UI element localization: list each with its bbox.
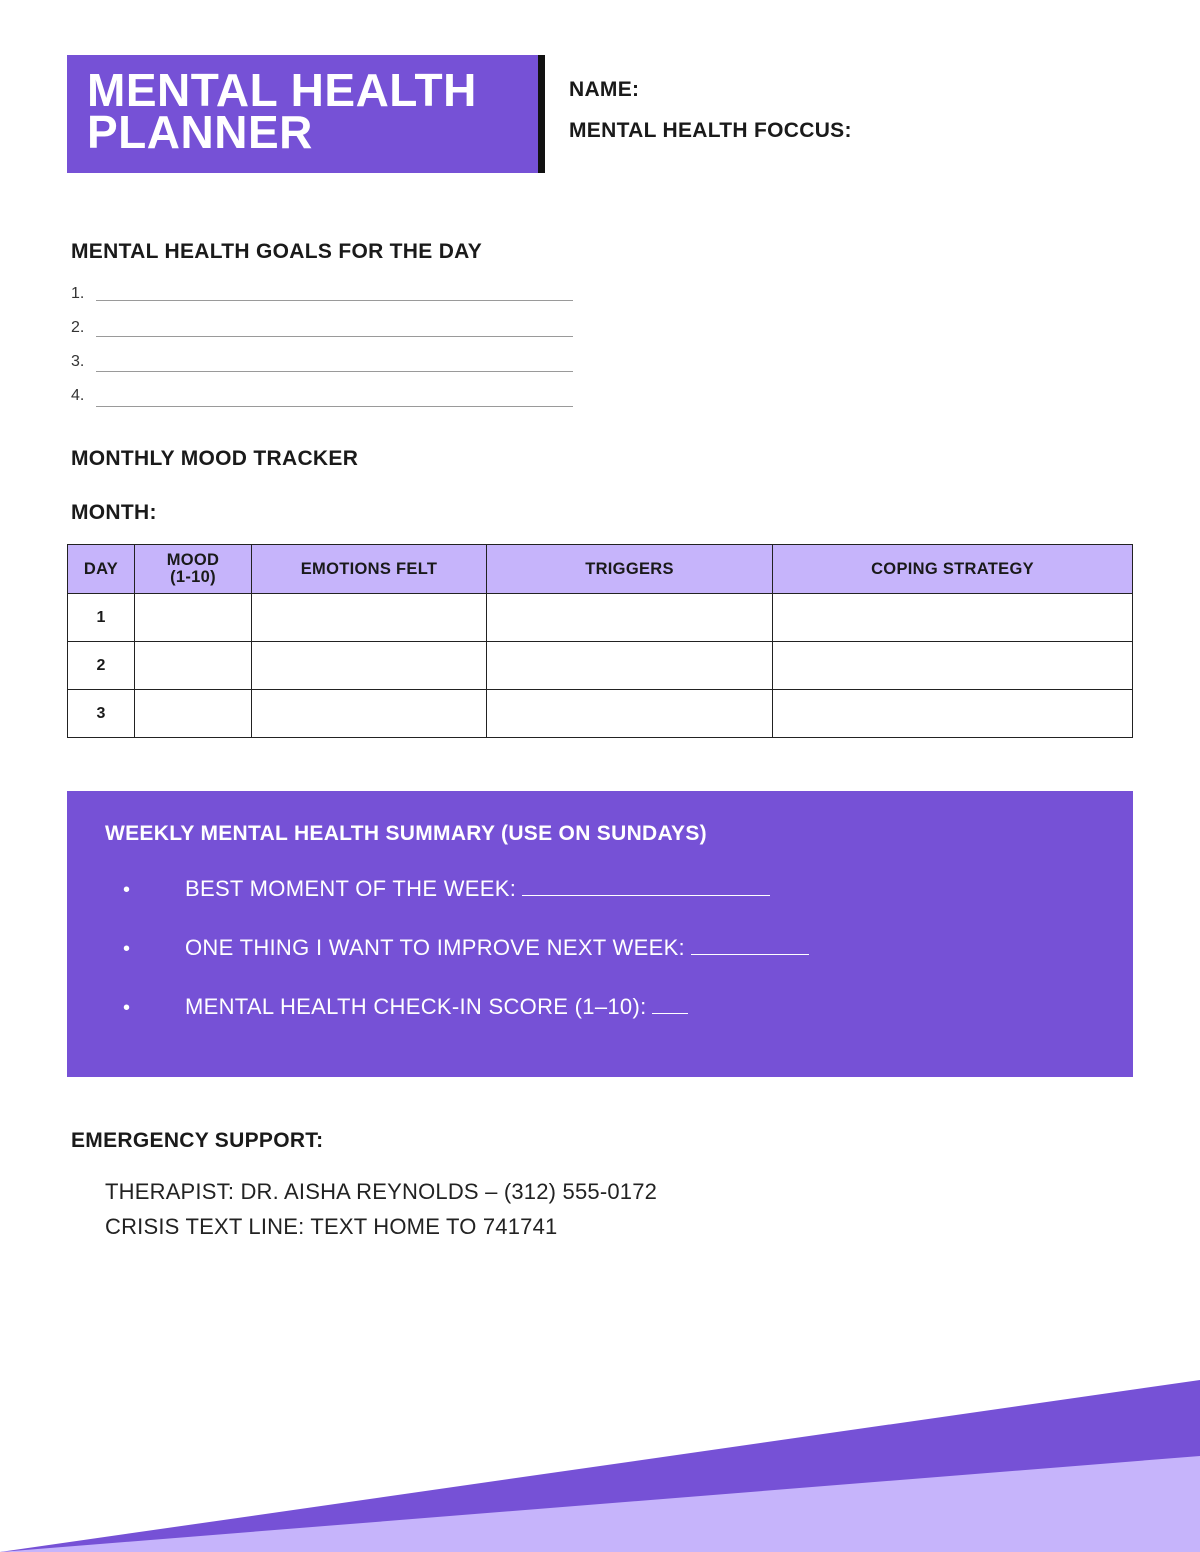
goal-number: 4.: [71, 387, 85, 404]
crisis-line: CRISIS TEXT LINE: TEXT HOME TO 741741: [105, 1214, 558, 1239]
summary-item-label: ONE THING I WANT TO IMPROVE NEXT WEEK:: [185, 935, 685, 960]
goal-number: 2.: [71, 319, 85, 336]
goals-heading: MENTAL HEALTH GOALS FOR THE DAY: [71, 240, 483, 263]
col-emotions: EMOTIONS FELT: [252, 545, 487, 594]
therapist-line: THERAPIST: DR. AISHA REYNOLDS – (312) 555-0172: [105, 1179, 658, 1204]
month-label: MONTH:: [71, 501, 157, 524]
bullet-icon: •: [123, 879, 131, 901]
day-cell: 3: [68, 690, 135, 738]
day-cell: 1: [68, 594, 135, 642]
col-coping: COPING STRATEGY: [773, 545, 1133, 594]
col-triggers: TRIGGERS: [487, 545, 773, 594]
name-label: NAME:: [569, 78, 640, 101]
col-mood-line2: (1-10): [170, 568, 216, 586]
tracker-heading: MONTHLY MOOD TRACKER: [71, 447, 359, 470]
summary-item-label: MENTAL HEALTH CHECK-IN SCORE (1–10):: [185, 994, 647, 1019]
col-day: DAY: [68, 545, 135, 594]
goal-number: 3.: [71, 353, 85, 370]
support-heading: EMERGENCY SUPPORT:: [71, 1129, 324, 1152]
goal-number: 1.: [71, 285, 85, 302]
bullet-icon: •: [123, 938, 131, 960]
focus-label: MENTAL HEALTH FOCCUS:: [569, 119, 852, 142]
summary-item-label: BEST MOMENT OF THE WEEK:: [185, 876, 517, 901]
day-cell: 2: [68, 642, 135, 690]
summary-title: WEEKLY MENTAL HEALTH SUMMARY (USE ON SUNDAYS): [105, 822, 707, 845]
col-mood-line1: MOOD: [166, 551, 220, 569]
bullet-icon: •: [123, 997, 131, 1019]
planner-title-line2: PLANNER: [87, 106, 313, 158]
planner-title-line1: MENTAL HEALTH: [87, 64, 477, 116]
